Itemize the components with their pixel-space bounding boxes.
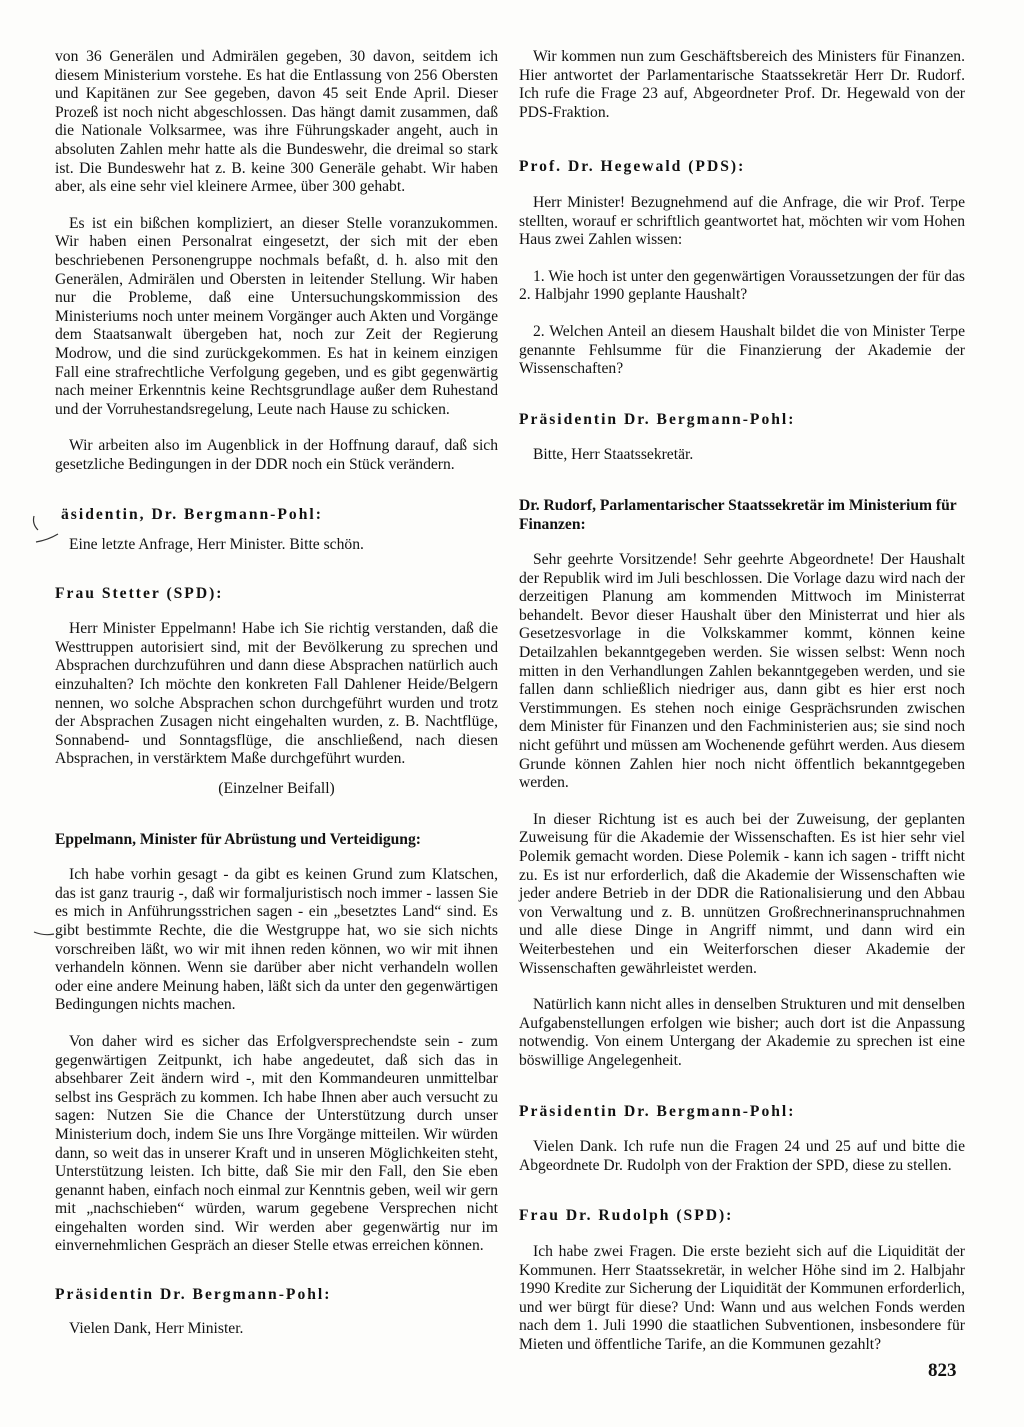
paragraph: Eine letzte Anfrage, Herr Minister. Bitte schön. <box>69 536 364 554</box>
speaker-heading: Frau Stetter (SPD): <box>55 584 224 602</box>
speaker-heading: Präsidentin Dr. Bergmann-Pohl: <box>519 410 796 428</box>
paragraph: Von daher wird es sicher das Erfolgversprechendste sein - zum gegenwärtigen Zeitpunkt, ich habe angedeutet, daß sich das in absehbarer Zeit ändern wird -, mit den Kommandeuren unmittelbar selbst ins Gespräch zu kommen. Ich habe Ihnen aber auch versucht zu sagen: Nutzen Sie die Chance der Unterstützung durch unser Ministerium doch, indem Sie uns Ihre Vorgänge mitteilen. Wir würden dann, so weit das in unserer Kraft und in unseren Möglichkeiten steht, Unterstützung leisten. Ich bitte, daß Sie mir den Fall, den Sie eben genannt haben, einfach noch einmal zur Kenntnis geben, weil wir gern mit „nachschieben“ würden, warum gegebene Versprechen nicht eingehalten worden sind. Wir werden aber gegenwärtig nur im einvernehmlichen Gespräch an dieser Stelle etwas erreichen können. <box>55 1032 498 1255</box>
paragraph: Wir kommen nun zum Geschäftsbereich des Ministers für Finanzen. Hier antwortet der Parlamentarische Staatssekretär Herr Dr. Rudorf. Ich rufe die Frage 23 auf, Abgeordneter Prof. Dr. Hegewald von der PDS-Fraktion. <box>519 48 965 121</box>
speaker-heading: Präsidentin Dr. Bergmann-Pohl: <box>519 1102 796 1120</box>
paragraph: 1. Wie hoch ist unter den gegenwärtigen Voraussetzungen der für das 2. Halbjahr 1990 geplante Haushalt? <box>519 267 965 304</box>
paragraph: Natürlich kann nicht alles in denselben Strukturen und mit denselben Aufgabenstellungen erfolgen wie bisher; auch dort ist die Anpassung notwendig. Von einem Untergang der Akademie zu sprechen ist eine böswillige Angelegenheit. <box>519 996 965 1069</box>
right-column <box>519 48 965 1354</box>
paragraph: In dieser Richtung ist es auch bei der Zuweisung, der geplanten Zuweisung für die Akademie der Wissenschaften. Es ist hier sehr viel Polemik gemacht worden. Diese Polemik - kann ich sagen - trifft nicht zu. Es ist nur erforderlich, daß die Akademie der Wissenschaften wie jeder andere Betrieb in der DDR die Rationalisierung und den Abbau von Verwaltung und z. B. unnützen Großrechnerinanspruchnahmen und alle diese Dinge in Angriff nimmt, und dann wird ein Weiterbestehen und ein Weiterforschen dieser Akademie der Wissenschaften gewährleistet werden. <box>519 810 965 977</box>
paragraph: Vielen Dank, Herr Minister. <box>69 1319 244 1337</box>
page-number: 823 <box>928 1360 957 1381</box>
paragraph: Herr Minister! Bezugnehmend auf die Anfrage, die wir Prof. Terpe stellten, worauf er schriftlich geantwortet hat, möchten wir vom Hohen Haus zwei Zahlen wissen: <box>519 193 965 249</box>
paragraph: Ich habe zwei Fragen. Die erste bezieht sich auf die Liquidität der Kommunen. Herr Staatssekretär, in welcher Höhe sind im 2. Halbjahr 1990 Kredite zur Sicherung der Liquidität der Kommunen erforderlich, und wer bürgt für diese? Und: Wann und aus welchen Fonds werden nach dem 1. Juli 1990 die staatlichen Subventionen, insbesondere für Mieten und öffentliche Tarife, an die Kommunen gezahlt? <box>519 1242 965 1353</box>
speaker-heading: Frau Dr. Rudolph (SPD): <box>519 1207 734 1225</box>
paragraph: von 36 Generälen und Admirälen gegeben, 30 davon, seitdem ich diesem Ministerium vorstehe. Es hat die Entlassung von 256 Obersten und Kapitänen zur See gegeben, davon 45 seit Ende April. Dieser Prozeß ist noch nicht abgeschlossen. Das hängt damit zusammen, daß die Nationale Volksarmee, was ihre Führungskader angeht, auch in absoluten Zahlen mehr hatte als die Bundeswehr, die dreimal so stark ist. Die Bundeswehr hat z. B. keine 300 Generäle gehabt. Wir haben aber, als eine sehr viel kleinere Armee, über 300 gehabt. <box>55 48 498 196</box>
paragraph: 2. Welchen Anteil an diesem Haushalt bildet die von Minister Terpe genannte Fehlsumme für die Finanzierung der Akademie der Wissenschaften? <box>519 322 965 378</box>
speaker-heading: Eppelmann, Minister für Abrüstung und Verteidigung: <box>55 830 421 848</box>
speaker-heading: Dr. Rudorf, Parlamentarischer Staatssekretär im Ministerium für Finanzen: <box>519 496 957 533</box>
left-column <box>55 48 498 1338</box>
paragraph: Vielen Dank. Ich rufe nun die Fragen 24 und 25 auf und bitte die Abgeordnete Dr. Rudolph von der Fraktion der SPD, diese zu stellen. <box>519 1138 965 1174</box>
paragraph: Sehr geehrte Vorsitzende! Sehr geehrte Abgeordnete! Der Haushalt der Republik wird im Juli beschlossen. Die Vorlage dazu wird nach der derzeitigen Planung am kommenden Mittwoch im Ministerrat behandelt. Bevor dieser Haushalt über den Ministerrat und hier als Gesetzesvorlage in die Volkskammer kommt, können keine Detailzahlen bekanntgegeben werden. Sie wissen selbst: Wenn noch mitten in den Verhandlungen Zahlen bekanntgegeben werden, und sie fallen dann schließlich niedriger aus, dann gibt es hier erst noch Verstimmungen. Es stehen noch einige Gesprächsrunden zwischen dem Minister für Finanzen und den Fachministerien aus; sie sind noch nicht geführt und müssen am Wochenende geführt werden. Aus diesem Grunde können Zahlen hier noch nicht öffentlich bekanntgegeben werden. <box>519 551 965 792</box>
applause-note: (Einzelner Beifall) <box>218 780 335 797</box>
paragraph: Es ist ein bißchen kompliziert, an dieser Stelle voranzukommen. Wir haben einen Personalrat eingesetzt, der sich mit der eben beschriebenen Personengruppe nochmals befaßt, d. h. also mit den Generälen, Admirälen und Obersten in leitender Stellung. Wir haben nur die Probleme, daß eine Untersuchungskommission des Ministeriums noch unter meinem Vorgänger auch Akten und Vorgänge dem Staatsanwalt übergeben hat, noch zur Zeit der Regierung Modrow, und die sind zurückgekommen. Es hat in keinem einzigen Fall eine strafrechtliche Verfolgung gegeben, und es gibt gegenwärtig nach meiner Erkenntnis keine Rechtsgrundlage außer dem Ruhestand und der Vorruhestandsregelung, Leute nach Hause zu schicken. <box>55 214 498 418</box>
speaker-heading: Prof. Dr. Hegewald (PDS): <box>519 158 746 176</box>
speaker-heading: äsidentin, Dr. Bergmann-Pohl: <box>61 506 323 524</box>
speaker-heading: Präsidentin Dr. Bergmann-Pohl: <box>55 1286 332 1304</box>
paragraph: Ich habe vorhin gesagt - da gibt es keinen Grund zum Klatschen, das ist ganz traurig -, daß wir formaljuristisch noch immer - lassen Sie es mich in Anführungsstrichen sagen - ein „besetztes Land“ sind. Es gibt bestimmte Rechte, die die Westgruppe hat, wo sie sich nichts vorschreiben läßt, wo wir mit ihnen reden können, wo wir mit ihnen verhandeln können. Wenn sie darüber aber nicht verhandeln wollen oder eine andere Meinung haben, läßt sich da unter den gegenwärtigen Bedingungen nichts machen. <box>55 866 498 1014</box>
paragraph: Bitte, Herr Staatssekretär. <box>533 446 694 464</box>
paragraph: Wir arbeiten also im Augenblick in der Hoffnung darauf, daß sich gesetzliche Bedingungen in der DDR noch ein Stück verändern. <box>55 437 498 473</box>
paragraph: Herr Minister Eppelmann! Habe ich Sie richtig verstanden, daß die Westtruppen autorisiert sind, mit der Bevölkerung zu sprechen und Absprachen durchzuführen und dann diese Absprachen natürlich auch einzuhalten? Ich möchte den konkreten Fall Dahlener Heide/Belgern nennen, wo solche Absprachen schon durchgeführt wurden und trotz der Absprachen Zusagen nicht eingehalten wurden, z. B. Nachtflüge, Sonnabend- und Sonntagsflüge, die anschließend, nach diesen Absprachen, in verstärktem Maße durchgeführt wurden. <box>55 620 498 768</box>
